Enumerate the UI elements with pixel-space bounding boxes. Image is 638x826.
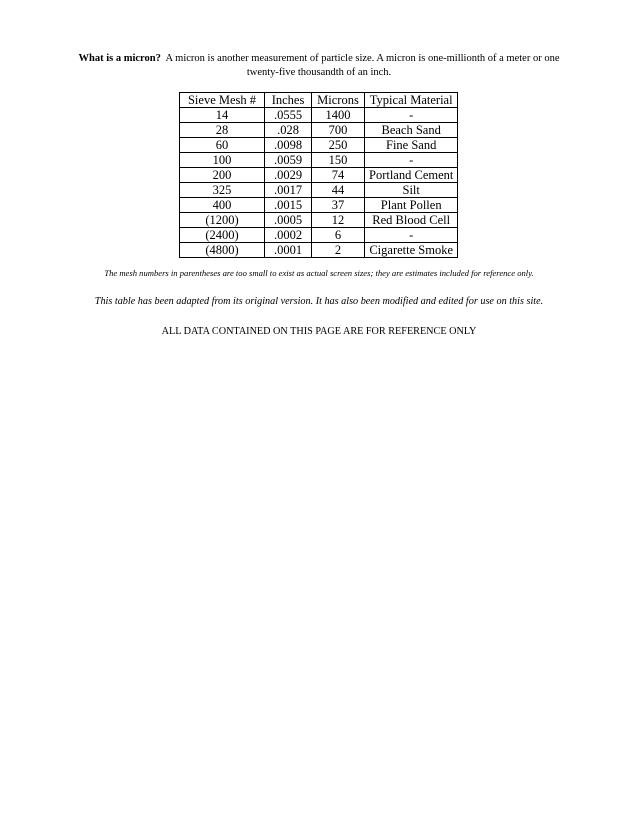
cell-sieve-mesh: 200 [180,168,265,183]
cell-sieve-mesh: 400 [180,198,265,213]
mesh-footnote: The mesh numbers in parentheses are too small to exist as actual screen sizes; they are estimates included for reference only. [104,268,534,278]
cell-inches: .0098 [265,138,312,153]
table-row [180,198,458,213]
sieve-size-table [179,92,458,258]
table-row [180,168,458,183]
cell-inches: .0059 [265,153,312,168]
cell-microns: 700 [312,123,365,138]
micron-definition [70,52,568,80]
header-inches: Inches [265,93,312,108]
table-row [180,153,458,168]
table-row [180,138,458,153]
cell-inches: .0017 [265,183,312,198]
cell-inches: .0005 [265,213,312,228]
cell-sieve-mesh: 100 [180,153,265,168]
reference-disclaimer: ALL DATA CONTAINED ON THIS PAGE ARE FOR REFERENCE ONLY [161,326,477,337]
cell-sieve-mesh: 28 [180,123,265,138]
cell-microns: 250 [312,138,365,153]
cell-inches: .0002 [265,228,312,243]
cell-inches: .0015 [265,198,312,213]
cell-typical-material: Plant Pollen [365,198,458,213]
cell-microns: 6 [312,228,365,243]
cell-microns: 1400 [312,108,365,123]
cell-typical-material: Silt [365,183,458,198]
cell-microns: 74 [312,168,365,183]
table-row [180,123,458,138]
cell-typical-material: Red Blood Cell [365,213,458,228]
table-row [180,108,458,123]
cell-sieve-mesh: 325 [180,183,265,198]
cell-typical-material: - [365,108,458,123]
table-header-row [180,93,458,108]
table-row [180,213,458,228]
header-sieve-mesh: Sieve Mesh # [180,93,265,108]
header-microns: Microns [312,93,365,108]
cell-microns: 12 [312,213,365,228]
cell-inches: .0555 [265,108,312,123]
adapted-note: This table has been adapted from its original version. It has also been modified and edited for use on this site. [94,296,544,307]
cell-inches: .0001 [265,243,312,258]
micron-explanation: A micron is another measurement of particle size. A micron is one-millionth of a meter or one twenty-five thousandth of an inch. [165,53,560,78]
table-row [180,228,458,243]
cell-typical-material: - [365,228,458,243]
cell-sieve-mesh: (4800) [180,243,265,258]
cell-typical-material: Cigarette Smoke [365,243,458,258]
cell-typical-material: Portland Cement [365,168,458,183]
cell-microns: 44 [312,183,365,198]
cell-inches: .0029 [265,168,312,183]
cell-sieve-mesh: (2400) [180,228,265,243]
cell-microns: 150 [312,153,365,168]
cell-sieve-mesh: (1200) [180,213,265,228]
header-typical-material: Typical Material [365,93,458,108]
cell-microns: 2 [312,243,365,258]
cell-inches: .028 [265,123,312,138]
micron-question: What is a micron? [78,53,161,64]
cell-microns: 37 [312,198,365,213]
cell-sieve-mesh: 60 [180,138,265,153]
cell-typical-material: Fine Sand [365,138,458,153]
table-body [180,108,458,258]
cell-typical-material: Beach Sand [365,123,458,138]
table-row [180,243,458,258]
cell-typical-material: - [365,153,458,168]
table-row [180,183,458,198]
cell-sieve-mesh: 14 [180,108,265,123]
